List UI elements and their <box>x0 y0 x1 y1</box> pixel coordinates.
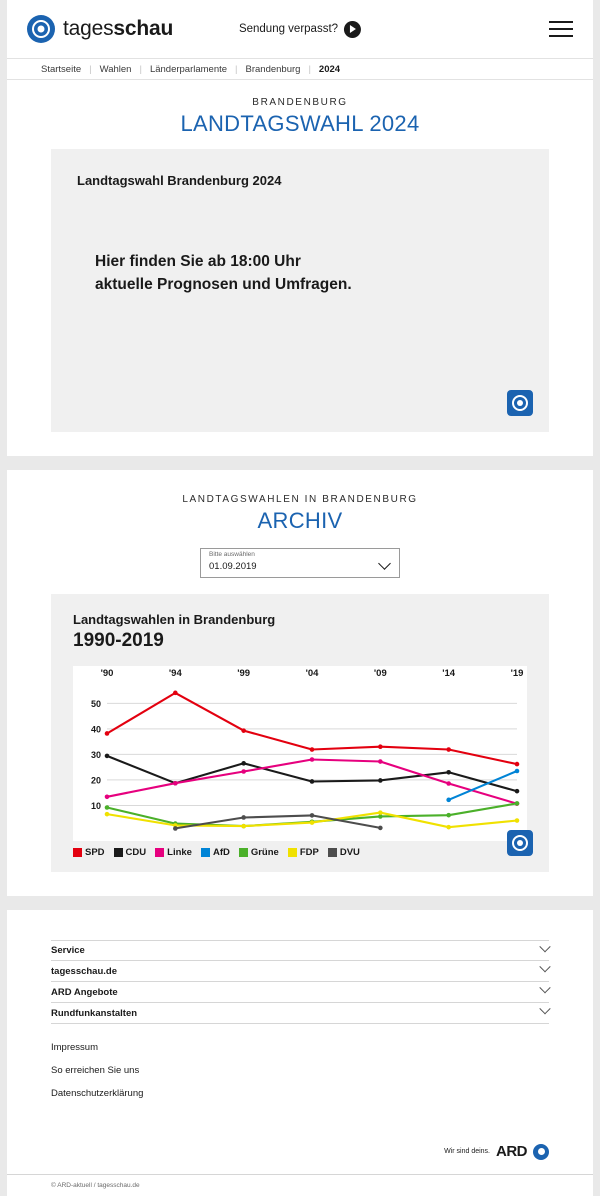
footer-accordion <box>51 940 549 1024</box>
footer-accordion-label: Rundfunkanstalten <box>51 1007 138 1019</box>
sendung-verpasst-label: Sendung verpasst? <box>238 23 339 35</box>
teaser-message-line-1: Hier finden Sie ab 18:00 Uhr <box>95 253 301 270</box>
chevron-down-icon <box>539 982 550 993</box>
play-icon[interactable] <box>344 21 361 38</box>
ard-branding <box>51 1143 549 1174</box>
footer-accordion-label: Service <box>51 945 85 956</box>
page-title-block <box>7 80 593 149</box>
legend-label: FDP <box>299 847 319 858</box>
legend-swatch <box>201 848 210 857</box>
legend-swatch <box>239 848 248 857</box>
legend-swatch <box>114 848 123 857</box>
archive-date-select-label: Bitte auswählen <box>209 551 255 558</box>
page-kicker: BRANDENBURG <box>252 97 348 108</box>
chart-legend <box>73 847 527 858</box>
legend-label: Grüne <box>250 847 279 858</box>
breadcrumb-item-brandenburg[interactable]: Brandenburg <box>245 63 301 75</box>
tagesschau-circle-icon <box>27 15 55 43</box>
svg-text:'94: '94 <box>168 668 182 679</box>
breadcrumb-separator: | <box>308 63 311 75</box>
chevron-down-icon <box>539 1003 550 1014</box>
logo-wordmark <box>63 17 173 41</box>
site-footer <box>7 910 593 1196</box>
ard-circle-icon <box>533 1144 549 1160</box>
chart-card <box>51 594 549 872</box>
breadcrumb <box>7 58 593 80</box>
archive-date-select-value: 01.09.2019 <box>209 560 257 572</box>
legend-item-dvu <box>328 847 360 858</box>
legend-label: SPD <box>85 847 105 858</box>
breadcrumb-separator: | <box>139 63 142 75</box>
site-header <box>7 0 593 58</box>
footer-accordion-tagesschau-de[interactable] <box>51 961 549 982</box>
tagesschau-badge-icon <box>507 390 533 416</box>
copyright-text: © ARD-aktuell / tagesschau.de <box>7 1174 593 1196</box>
page-root <box>7 0 593 1196</box>
tagesschau-logo[interactable] <box>27 15 173 43</box>
footer-accordion-label: tagesschau.de <box>51 965 117 977</box>
chevron-down-icon <box>539 961 550 972</box>
legend-item-afd <box>201 847 230 858</box>
archive-section <box>7 470 593 578</box>
footer-link-datenschutz[interactable]: Datenschutzerklärung <box>51 1088 144 1099</box>
breadcrumb-item-wahlen[interactable]: Wahlen <box>99 63 132 75</box>
legend-label: CDU <box>125 847 147 858</box>
footer-accordion-rundfunkanstalten[interactable] <box>51 1003 549 1024</box>
ard-logo: ARD <box>496 1143 527 1160</box>
breadcrumb-separator: | <box>235 63 238 75</box>
footer-links <box>51 1036 549 1105</box>
section-divider <box>7 896 593 910</box>
svg-text:'14: '14 <box>442 668 456 679</box>
legend-swatch <box>73 848 82 857</box>
chevron-down-icon <box>539 941 550 952</box>
section-divider <box>7 456 593 470</box>
legend-item-fdp <box>288 847 319 858</box>
legend-item-linke <box>155 847 192 858</box>
teaser-message <box>77 250 523 297</box>
page-title: LANDTAGSWAHL 2024 <box>180 111 420 136</box>
tagesschau-badge-icon <box>507 830 533 856</box>
legend-swatch <box>288 848 297 857</box>
legend-swatch <box>328 848 337 857</box>
chart-title: Landtagswahlen in Brandenburg <box>73 612 276 627</box>
ard-claim: Wir sind deins. <box>444 1148 490 1155</box>
logo-word-bold: schau <box>113 17 174 40</box>
archive-date-select[interactable] <box>200 548 400 578</box>
archive-title-block <box>7 494 593 534</box>
logo-word-light: tages <box>63 17 114 40</box>
svg-text:'09: '09 <box>373 668 387 679</box>
breadcrumb-separator: | <box>89 63 92 75</box>
legend-label: Linke <box>167 847 192 858</box>
archive-kicker: LANDTAGSWAHLEN IN BRANDENBURG <box>182 494 418 505</box>
footer-link-kontakt[interactable]: So erreichen Sie uns <box>51 1065 140 1076</box>
breadcrumb-item-startseite[interactable]: Startseite <box>41 63 82 75</box>
svg-text:40: 40 <box>90 724 101 735</box>
breadcrumb-item-2024[interactable]: 2024 <box>318 63 341 75</box>
svg-text:'19: '19 <box>510 668 524 679</box>
hamburger-menu-icon[interactable] <box>549 21 573 37</box>
svg-text:'04: '04 <box>305 668 319 679</box>
svg-text:50: 50 <box>90 698 101 709</box>
legend-item-spd <box>73 847 105 858</box>
teaser-card <box>51 149 549 432</box>
chart-subtitle: 1990-2019 <box>73 630 164 651</box>
svg-text:'90: '90 <box>100 668 114 679</box>
legend-swatch <box>155 848 164 857</box>
sendung-verpasst-button[interactable] <box>239 21 361 38</box>
footer-accordion-service[interactable] <box>51 940 549 961</box>
teaser-title: Landtagswahl Brandenburg 2024 <box>77 173 282 188</box>
svg-text:10: 10 <box>90 800 101 811</box>
footer-link-impressum[interactable]: Impressum <box>51 1042 98 1053</box>
footer-accordion-ard-angebote[interactable] <box>51 982 549 1003</box>
chart-plot-area <box>73 666 527 841</box>
legend-label: AfD <box>212 847 230 858</box>
footer-accordion-label: ARD Angebote <box>51 986 118 998</box>
election-results-line-chart <box>73 666 531 841</box>
breadcrumb-item-laenderparlamente[interactable]: Länderparlamente <box>149 63 228 75</box>
legend-item-cdu <box>114 847 147 858</box>
svg-text:30: 30 <box>90 749 101 760</box>
svg-text:20: 20 <box>90 775 101 786</box>
teaser-message-line-2: aktuelle Prognosen und Umfragen. <box>95 276 352 294</box>
svg-text:'99: '99 <box>237 668 251 679</box>
legend-label: DVU <box>339 847 360 858</box>
archive-title: ARCHIV <box>257 508 343 533</box>
legend-item-grüne <box>239 847 279 858</box>
